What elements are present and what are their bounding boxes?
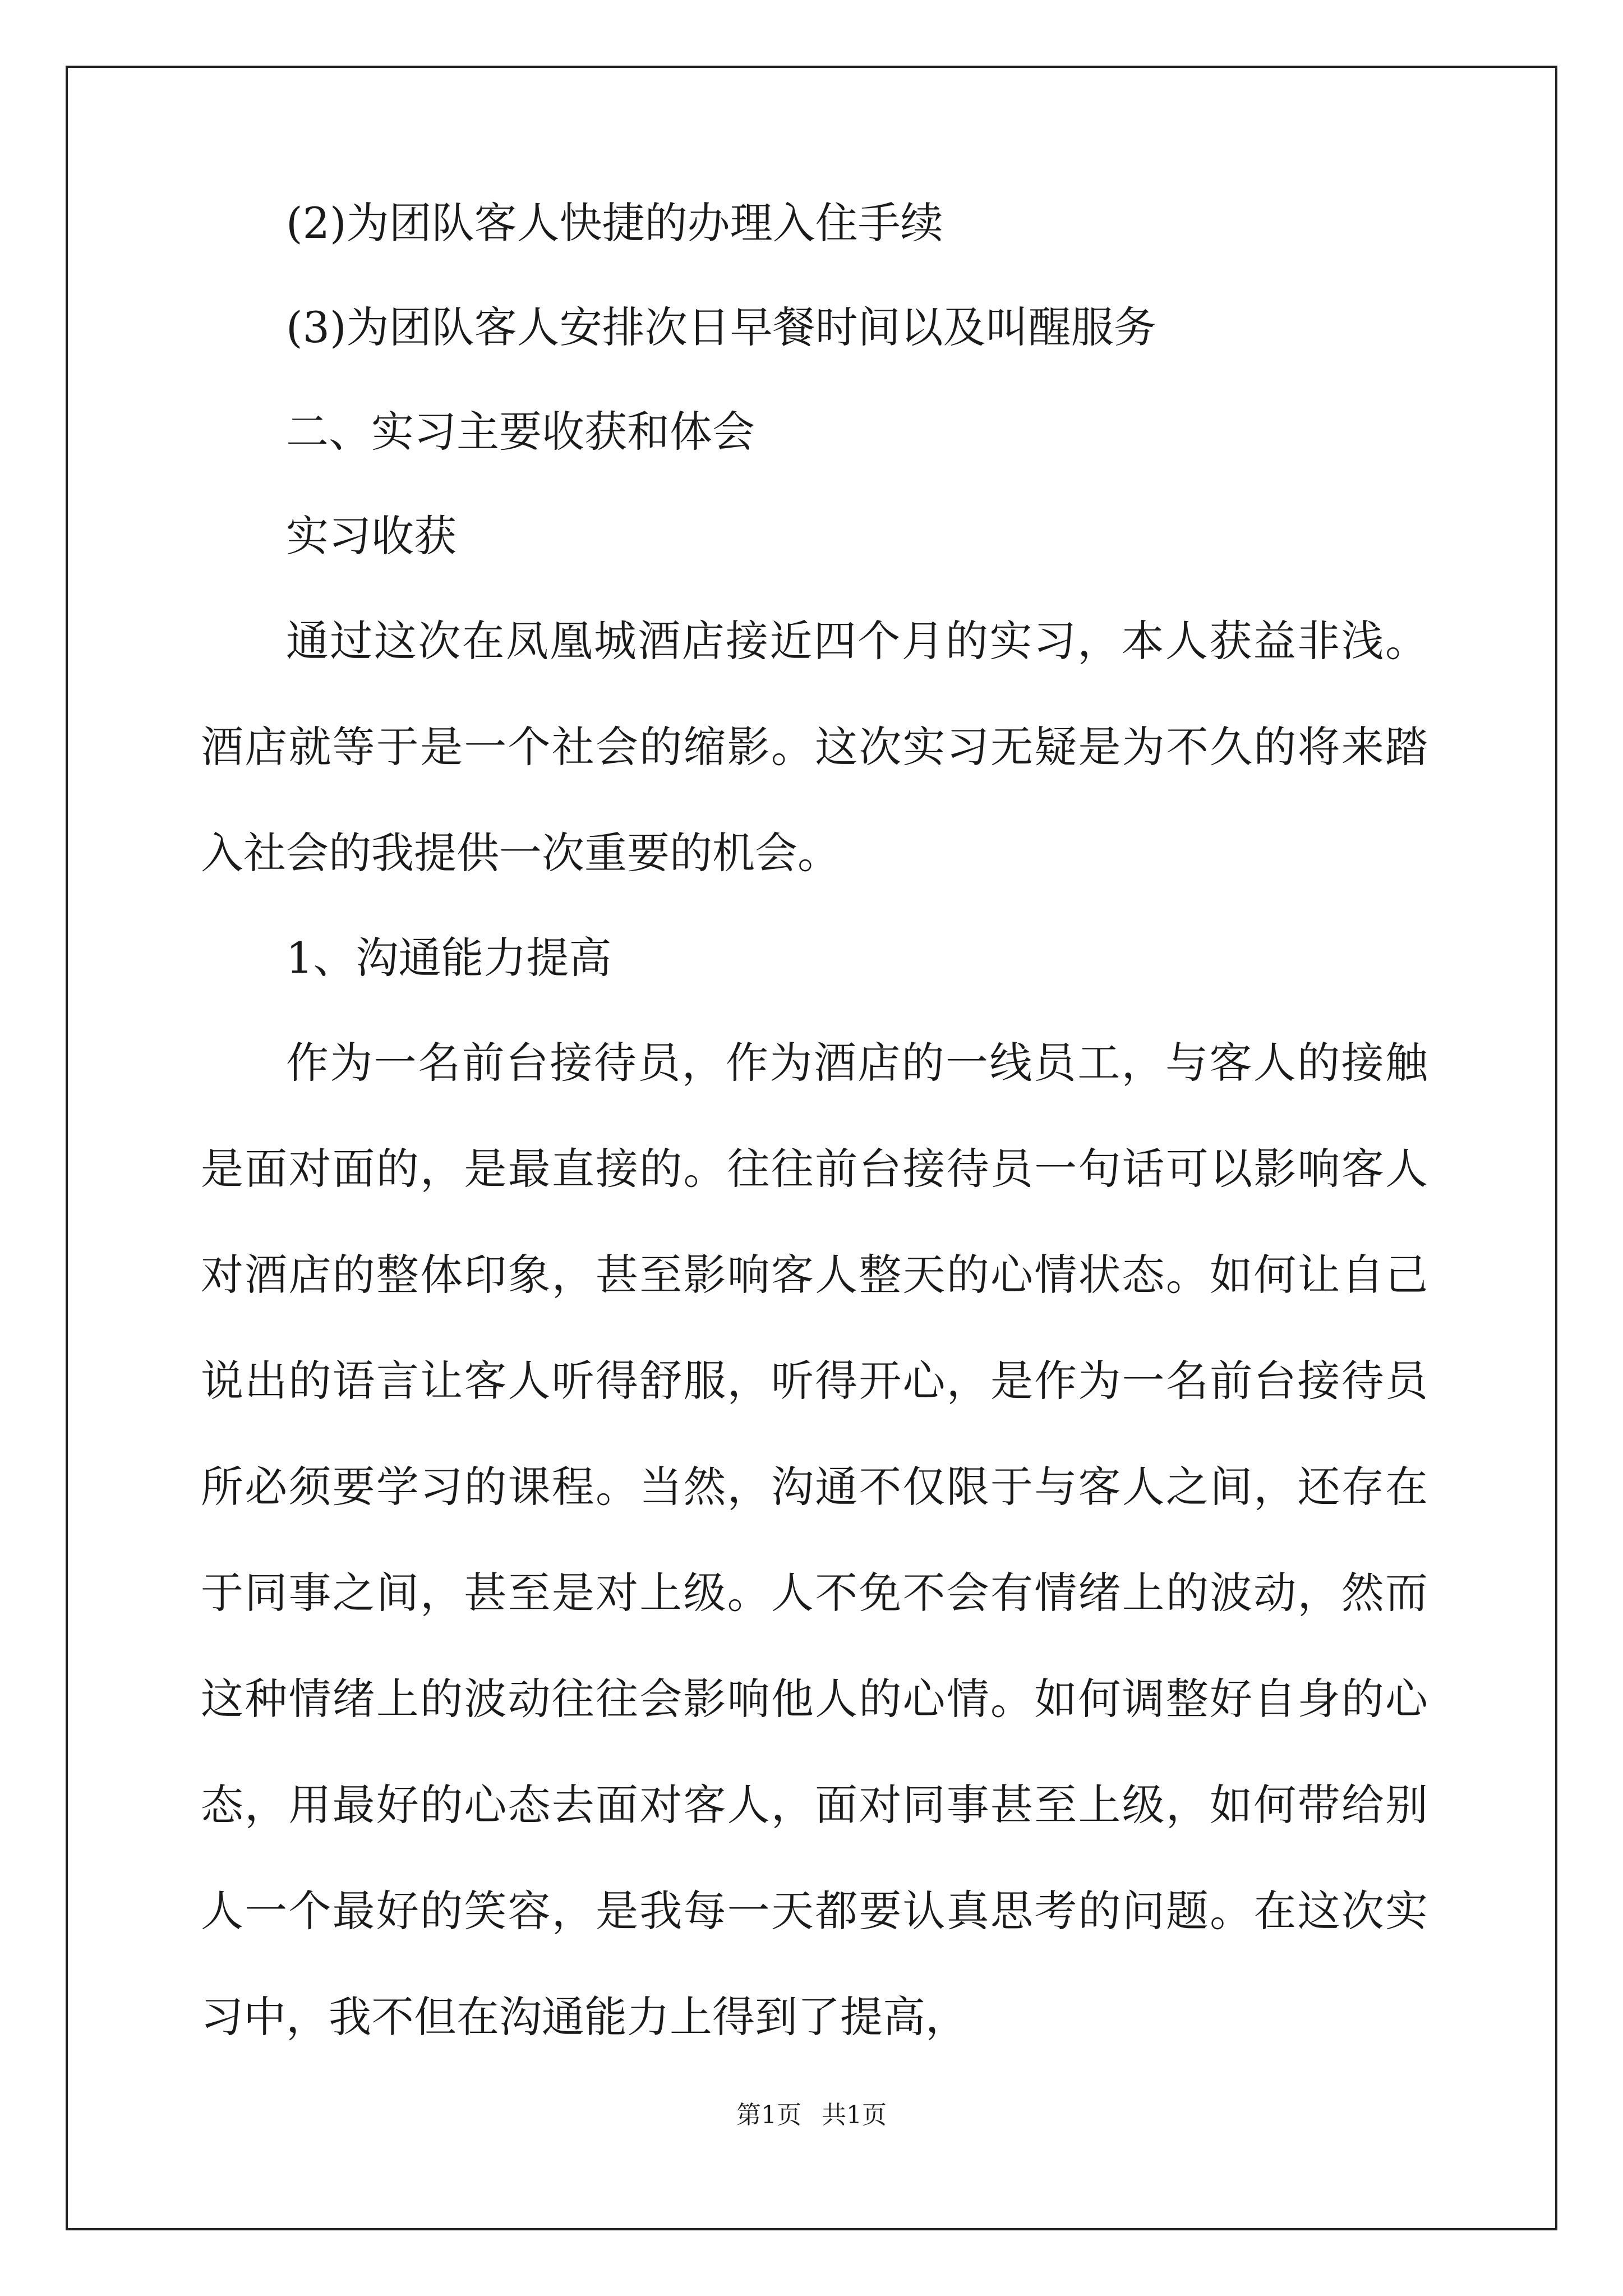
paragraph-internship-gains: 通过这次在凤凰城酒店接近四个月的实习，本人获益非浅。酒店就等于是一个社会的缩影。这次实习无疑是为不久的将来踏入社会的我提供一次重要的机会。 xyxy=(201,616,1428,878)
document-body xyxy=(201,198,1428,2101)
page-footer: 第1页 共1页 xyxy=(736,2101,887,2129)
paragraph-group-breakfast: (3)为团队客人安排次日早餐时间以及叫醒服务 xyxy=(286,302,1156,352)
subsection-heading-communication: 1、沟通能力提高 xyxy=(286,933,612,983)
paragraph-communication: 作为一名前台接待员，作为酒店的一线员工，与客人的接触是面对面的，是最直接的。往往前台接待员一句话可以影响客人对酒店的整体印象，甚至影响客人整天的心情状态。如何让自己说出的语言让客人听得舒服，听得开心，是作为一名前台接待员所必须要学习的课程。当然，沟通不仅限于与客人之间，还存在于同事之间，甚至是对上级。人不免不会有情绪上的波动，然而这种情绪上的波动往往会影响他人的心情。如何调整好自身的心态，用最好的心态去面对客人，面对同事甚至上级，如何带给别人一个最好的笑容，是我每一天都要认真思考的问题。在这次实习中，我不但在沟通能力上得到了提高， xyxy=(201,1038,1428,2042)
subsection-heading: 实习收获 xyxy=(286,511,457,561)
section-heading: 二、实习主要收获和体会 xyxy=(286,407,755,457)
paragraph-group-check-in: (2)为团队客人快捷的办理入住手续 xyxy=(286,198,943,248)
